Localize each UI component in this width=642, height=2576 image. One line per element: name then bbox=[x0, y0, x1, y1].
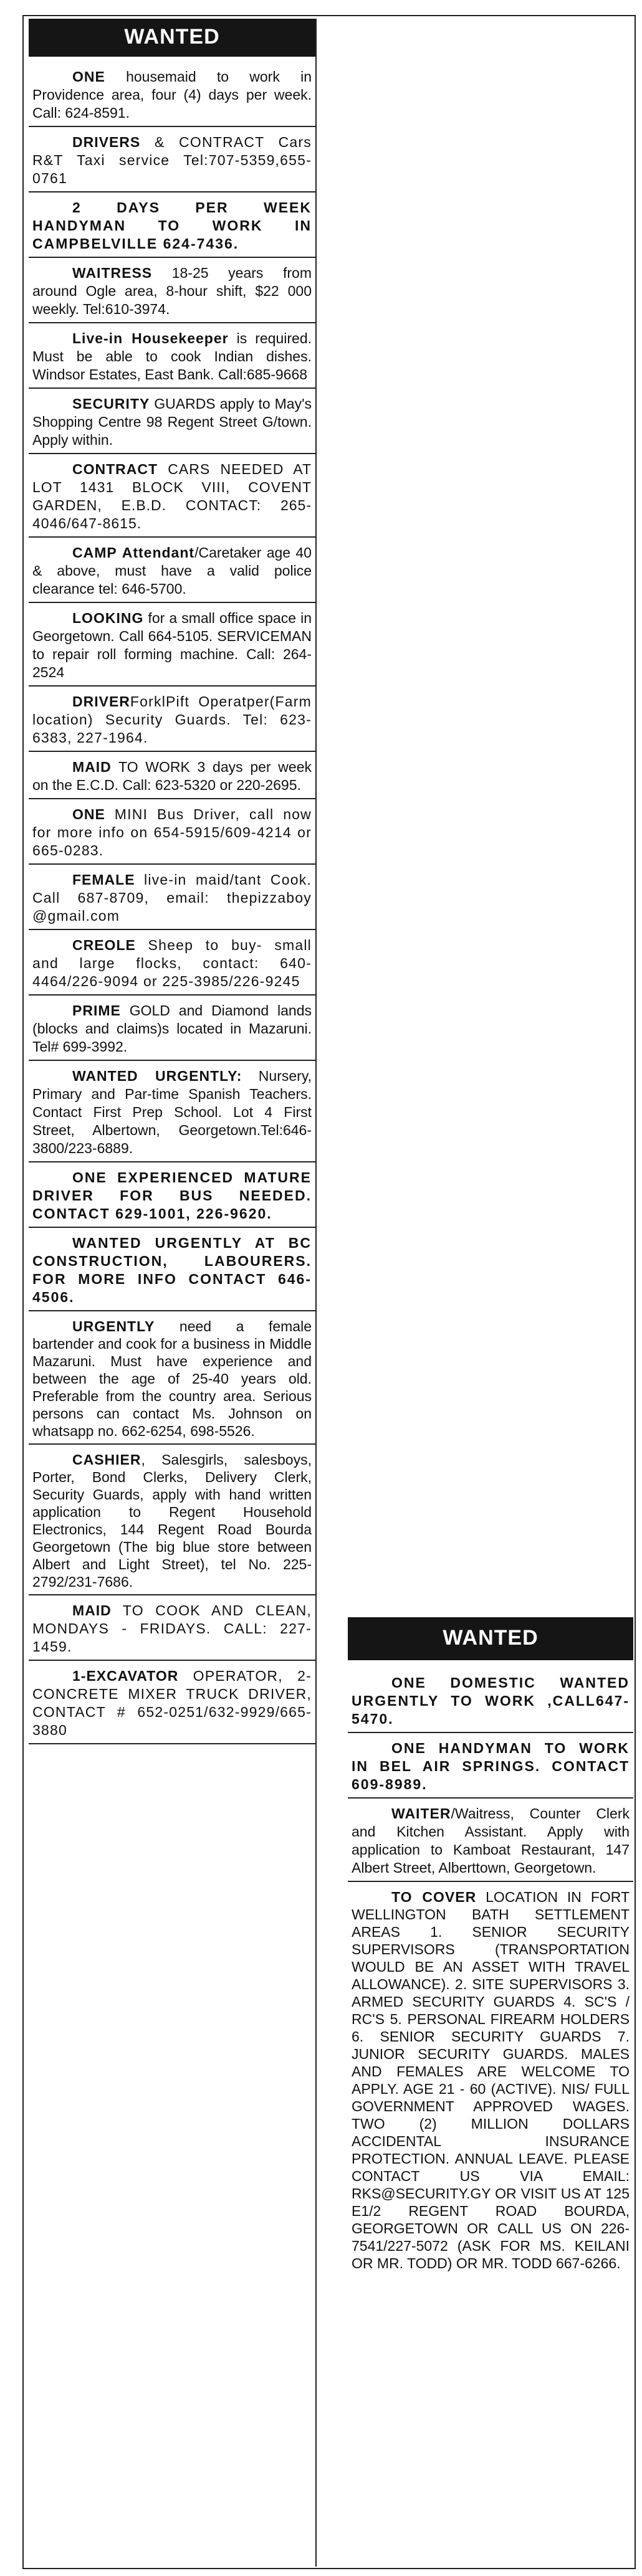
ad-text: & CONTRACT Cars R&T Taxi service Tel:707-5359,655-0761 bbox=[32, 134, 312, 186]
ad-domestic bbox=[348, 1674, 633, 1733]
ad-housemaid bbox=[29, 68, 315, 127]
ad-live-in-housekeeper bbox=[29, 330, 315, 389]
ad-contract-cars bbox=[29, 460, 315, 538]
ad-lead: SECURITY bbox=[72, 396, 150, 412]
ad-lead: WAITRESS bbox=[72, 265, 153, 281]
ad-text: /Waitress, Counter Clerk and Kitchen Assistant. Apply with application to Kamboat Restaurant, 147 Albert Street, Alberttown, Georgetown. bbox=[352, 1805, 630, 1876]
ad-lead: WANTED URGENTLY: bbox=[72, 1068, 242, 1084]
ad-text: OPERATOR, 2- CONCRETE MIXER TRUCK DRIVER, CONTACT # 652-0251/632-9929/665-3880 bbox=[32, 1668, 312, 1738]
ad-text: housemaid to work in Providence area, four (4) days per week. Call: 624-8591. bbox=[32, 69, 312, 121]
ad-prime-gold bbox=[29, 1002, 315, 1061]
ad-lead: Live-in Housekeeper bbox=[72, 330, 229, 346]
ad-camp-attendant bbox=[29, 544, 315, 603]
ad-handyman-bel-air bbox=[348, 1739, 633, 1799]
ad-security-guards bbox=[29, 395, 315, 454]
ad-forklift-driver bbox=[29, 693, 315, 752]
ad-bc-construction bbox=[29, 1234, 315, 1311]
ad-text: ForklPift Operatper(Farm location) Security Guards. Tel: 623-6383, 227-1964. bbox=[32, 693, 312, 746]
ad-text: 2 DAYS PER WEEK HANDYMAN TO WORK IN CAMPBELVILLE 624-7436. bbox=[32, 199, 312, 252]
ad-lead: CAMP Attendant bbox=[72, 544, 195, 561]
ad-text: /Caretaker age 40 & above, must have a valid police clearance tel: 646-5700. bbox=[32, 544, 312, 597]
ad-bus-driver bbox=[29, 1169, 315, 1228]
ad-text: LOCATION IN FORT WELLINGTON BATH SETTLEMENT AREAS 1. SENIOR SECURITY SUPERVISORS (TRANSPORTATION WOULD BE AN ASSET WITH TRAVEL ALLOWANCE). 2. SITE SUPERVISORS 3. ARMED SECURITY GUARDS 4. SC'S / RC'S 5. PERSONAL FIREARM HOLDERS 6. SENIOR SECURITY GUARDS 7. JUNIOR SECURITY GUARDS. MALES AND FEMALES ARE WELCOME TO APPLY. AGE 21 - 60 (ACTIVE). NIS/ FULL GOVERNMENT APPROVED WAGES. TWO (2) MILLION DOLLARS ACCIDENTAL INSURANCE PROTECTION. ANNUAL LEAVE. PLEASE CONTACT US VIA EMAIL: RKS@SECURITY.GY OR VISIT US AT 125 E1/2 REGENT ROAD BOURDA, GEORGETOWN OR CALL US ON 226-7541/227-5072 (ASK FOR MS. KEILANI OR MR. TODD) OR MR. TODD 667-6266. bbox=[352, 1889, 630, 2271]
ad-lead: MAID bbox=[72, 759, 112, 775]
ad-excavator bbox=[29, 1667, 315, 1744]
ad-lead: FEMALE bbox=[72, 872, 135, 888]
ad-office-space bbox=[29, 609, 315, 687]
ad-lead: PRIME bbox=[72, 1002, 121, 1019]
ad-waiter bbox=[348, 1805, 633, 1882]
ad-lead: CONTRACT bbox=[72, 461, 158, 477]
ad-text: WANTED URGENTLY AT BC CONSTRUCTION, LABOURERS. FOR MORE INFO CONTACT 646-4506. bbox=[32, 1235, 312, 1305]
ad-text: TO WORK 3 days per week on the E.C.D. Call: 623-5320 or 220-2695. bbox=[32, 759, 312, 793]
ad-text: GUARDS apply to May's Shopping Centre 98 Regent Street G/town. Apply within. bbox=[32, 396, 312, 448]
ad-text: is required. Must be able to cook Indian dishes. Windsor Estates, East Bank. Call:685-9668 bbox=[32, 330, 312, 383]
ad-bartender-cook bbox=[29, 1318, 315, 1445]
ad-waitress bbox=[29, 264, 315, 323]
ad-text: ONE EXPERIENCED MATURE DRIVER FOR BUS NEEDED. CONTACT 629-1001, 226-9620. bbox=[32, 1169, 312, 1222]
ad-teachers bbox=[29, 1067, 315, 1162]
ad-lead: 1-EXCAVATOR bbox=[72, 1668, 179, 1684]
ad-lead: CREOLE bbox=[72, 937, 136, 953]
ad-text: Nursery, Primary and Par-time Spanish Teachers. Contact First Prep School. Lot 4 First Street, Albertown, Georgetown.Tel:646-3800/223-6889. bbox=[32, 1068, 312, 1156]
ad-text: TO COOK AND CLEAN, MONDAYS - FRIDAYS. CALL: 227-1459. bbox=[32, 1602, 312, 1655]
ad-text: live-in maid/tant Cook. Call 687-8709, email: thepizzaboy @gmail.com bbox=[32, 872, 312, 924]
ad-lead: MAID bbox=[72, 1602, 112, 1618]
ad-text: , Salesgirls, salesboys, Porter, Bond Clerks, Delivery Clerk, Security Guards, apply with hand written application to Regent Household Electronics, 144 Regent Road Bourda Georgetown (The big blue store between Albert and Light Street), tel No. 225-2792/231-7686. bbox=[32, 1452, 312, 1590]
ad-text: for a small office space in Georgetown. Call 664-5105. SERVICEMAN to repair roll forming machine. Call: 264-2524 bbox=[32, 610, 312, 680]
ad-text: CARS NEEDED AT LOT 1431 BLOCK VIII, COVENT GARDEN, E.B.D. CONTACT: 265-4046/647-8615. bbox=[32, 461, 312, 531]
ad-text: MINI Bus Driver, call now for more info on 654-5915/609-4214 or 665-0283. bbox=[32, 806, 312, 858]
ad-text: Sheep to buy- small and large flocks, contact: 640-4464/226-9094 or 225-3985/226-9245 bbox=[32, 937, 312, 989]
ad-cashier bbox=[29, 1451, 315, 1595]
ad-lead: WAITER bbox=[391, 1805, 451, 1822]
ad-text: 18-25 years from around Ogle area, 8-hour shift, $22 000 weekly. Tel:610-3974. bbox=[32, 265, 312, 317]
ad-drivers bbox=[29, 133, 315, 192]
section-header: WANTED bbox=[29, 19, 315, 57]
ad-lead: ONE bbox=[72, 69, 105, 85]
ad-lead: TO COVER bbox=[391, 1889, 477, 1905]
ad-lead: URGENTLY bbox=[72, 1318, 155, 1334]
ad-lead: ONE bbox=[72, 806, 105, 822]
classifieds-right-column bbox=[348, 1617, 633, 2564]
ad-maid-ecd bbox=[29, 758, 315, 799]
ad-maid-cook-clean bbox=[29, 1602, 315, 1661]
ad-lead: DRIVER bbox=[72, 693, 130, 710]
ad-female-maid bbox=[29, 871, 315, 930]
ad-lead: DRIVERS bbox=[72, 134, 141, 150]
ad-text: ONE DOMESTIC WANTED URGENTLY TO WORK ,CALL647-5470. bbox=[352, 1675, 630, 1727]
ad-lead: CASHIER bbox=[72, 1452, 141, 1468]
ad-creole-sheep bbox=[29, 936, 315, 996]
section-header: WANTED bbox=[348, 1617, 633, 1660]
ad-lead: LOOKING bbox=[72, 610, 144, 626]
ad-text: GOLD and Diamond lands (blocks and claims)s located in Mazaruni. Tel# 699-3992. bbox=[32, 1002, 312, 1055]
ad-text: need a female bartender and cook for a business in Middle Mazaruni. Must have experience and between the age of 25-40 years old. Preferable from the country area. Serious persons can contact Ms. Johnson on whatsapp no. 662-6254, 698-5526. bbox=[32, 1318, 312, 1439]
classifieds-left-column bbox=[29, 19, 317, 2567]
ad-security-fort-wellington bbox=[348, 1888, 633, 2276]
ad-handyman bbox=[29, 199, 315, 258]
ad-text: ONE HANDYMAN TO WORK IN BEL AIR SPRINGS. CONTACT 609-8989. bbox=[352, 1740, 630, 1792]
ad-mini-bus-driver bbox=[29, 806, 315, 865]
